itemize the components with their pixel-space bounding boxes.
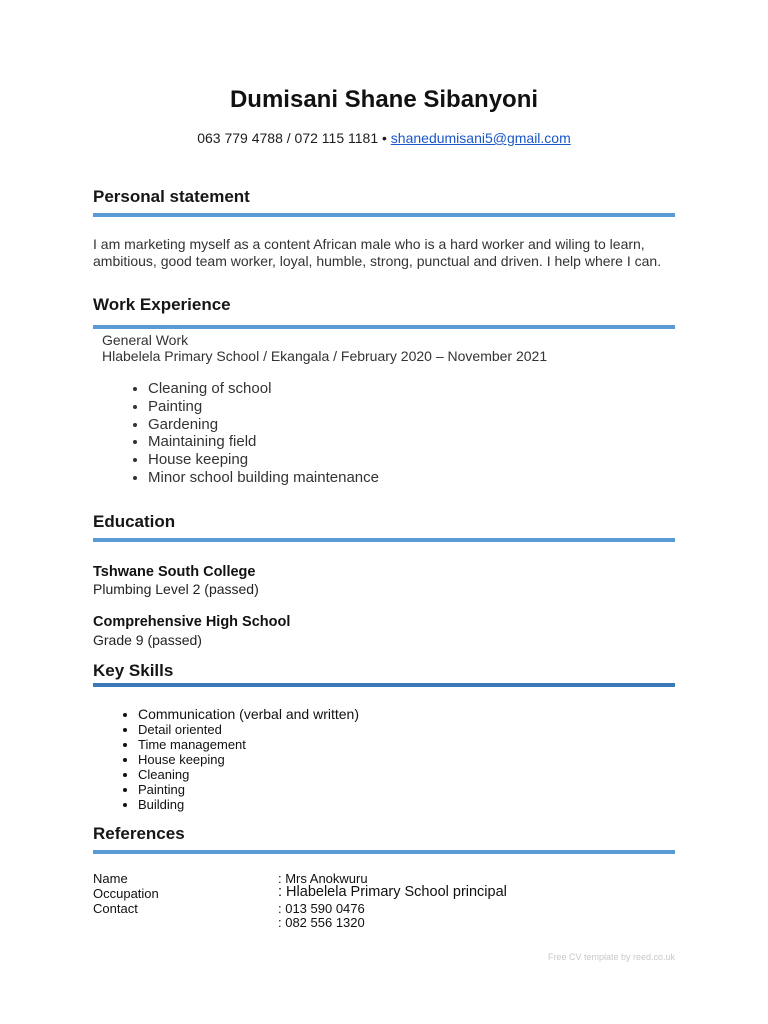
- list-item: • House keeping: [148, 451, 379, 469]
- qualification: Plumbing Level 2 (passed): [93, 581, 259, 597]
- reference-row: [93, 886, 593, 901]
- template-credit: Free CV template by reed.co.uk: [547, 952, 675, 962]
- job-detail: Hlabelela Primary School / Ekangala / February 2020 – November 2021: [102, 348, 548, 364]
- section-divider: [93, 538, 675, 542]
- reference-value: : 013 590 0476: [278, 901, 365, 916]
- reference-value: : Hlabelela Primary School principal: [278, 884, 507, 900]
- reference-value: : 082 556 1320: [278, 915, 365, 930]
- list-item: • Cleaning: [138, 767, 359, 782]
- personal-statement-heading: Personal statement: [93, 187, 250, 206]
- list-item: • Detail oriented: [138, 722, 359, 737]
- list-item: • Painting: [138, 782, 359, 797]
- reference-row: [93, 915, 593, 930]
- list-item: • Maintaining field: [148, 433, 379, 451]
- work-experience-heading: Work Experience: [93, 295, 231, 314]
- education-heading: Education: [93, 512, 176, 531]
- reference-row: [93, 901, 593, 916]
- phone-numbers: 063 779 4788 / 072 115 1181 •: [197, 130, 387, 146]
- section-divider: [93, 325, 675, 329]
- key-skills-heading: Key Skills: [93, 661, 174, 680]
- list-item: • Cleaning of school: [148, 380, 379, 398]
- school-name: Comprehensive High School: [93, 614, 291, 630]
- list-item: • Minor school building maintenance: [148, 469, 379, 487]
- contact-line: [0, 130, 768, 146]
- section-divider: [93, 850, 675, 854]
- personal-statement-text: I am marketing myself as a content African male who is a hard worker and wiling to learn, ambitious, good team worker, loyal, humble, strong, punctual and driven. I help where I can.: [93, 236, 662, 269]
- references-heading: References: [93, 824, 185, 843]
- reference-label: Occupation: [93, 886, 159, 901]
- candidate-name: Dumisani Shane Sibanyoni: [229, 86, 539, 113]
- email-link[interactable]: shanedumisani5@gmail.com: [390, 130, 571, 146]
- section-divider: [93, 683, 675, 687]
- section-divider: [93, 213, 675, 217]
- list-item: • Building: [138, 797, 359, 812]
- job-title: General Work: [102, 332, 189, 348]
- list-item: • House keeping: [138, 752, 359, 767]
- reference-value: : Mrs Anokwuru: [278, 871, 368, 886]
- list-item: • Communication (verbal and written): [138, 706, 359, 722]
- qualification: Grade 9 (passed): [93, 632, 202, 648]
- reference-label: Name: [93, 871, 128, 886]
- reference-label: Contact: [93, 901, 138, 916]
- school-name: Tshwane South College: [93, 564, 256, 580]
- list-item: • Painting: [148, 398, 379, 416]
- list-item: • Gardening: [148, 416, 379, 434]
- list-item: • Time management: [138, 737, 359, 752]
- duties-list: [102, 380, 379, 487]
- skills-list: [93, 706, 359, 812]
